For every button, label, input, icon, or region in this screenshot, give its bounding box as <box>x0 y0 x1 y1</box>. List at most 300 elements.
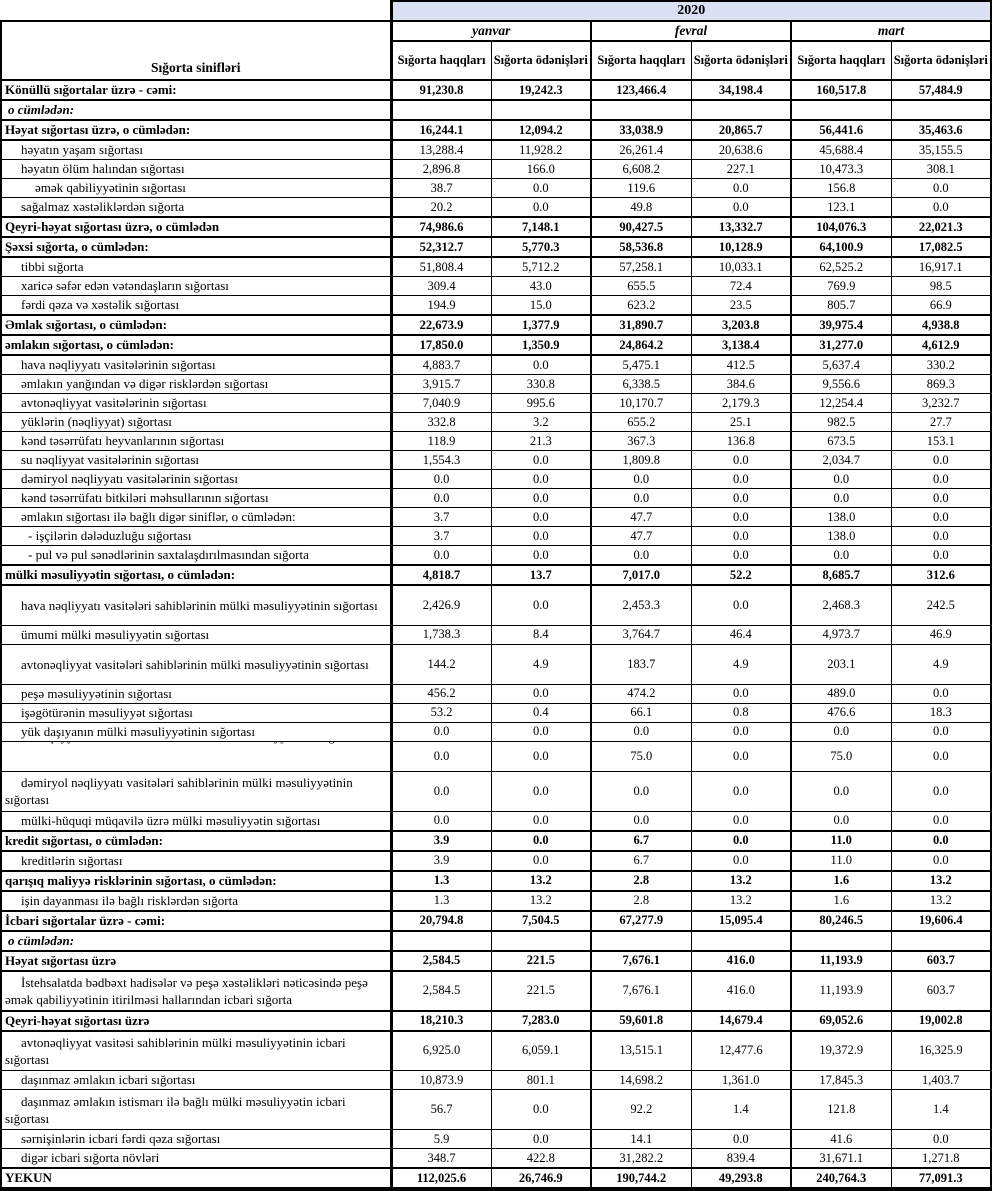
cell-value: 153.1 <box>891 432 991 451</box>
row-label: peşə məsuliyyətinin sığortası <box>1 684 391 703</box>
cell-value: 4.9 <box>491 644 591 684</box>
cell-value: 0.0 <box>891 489 991 508</box>
cell-value: 221.5 <box>491 951 591 971</box>
cell-value: 13.7 <box>491 565 591 585</box>
cell-value: 5,770.3 <box>491 237 591 257</box>
cell-value: 655.5 <box>591 277 691 296</box>
table-row <box>1 1168 991 1189</box>
row-label: yük daşıyanın mülki məsuliyyətinin sığortası <box>1 722 391 741</box>
cell-value: 0.0 <box>391 470 491 489</box>
cell-value: 2,453.3 <box>591 585 691 625</box>
table-row <box>1 413 991 432</box>
cell-value: 456.2 <box>391 684 491 703</box>
table-row <box>1 375 991 394</box>
cell-value: 39,975.4 <box>791 315 891 335</box>
cell-value: 15,095.4 <box>691 911 791 931</box>
table-row <box>1 198 991 218</box>
cell-value: 0.0 <box>391 741 491 771</box>
row-label: yüklərin (nəqliyyat) sığortası <box>1 413 391 432</box>
cell-value: 24,864.2 <box>591 335 691 355</box>
cell-value: 476.6 <box>791 703 891 722</box>
cell-value: 0.0 <box>691 811 791 831</box>
cell-value <box>691 100 791 120</box>
cell-value: 138.0 <box>791 508 891 527</box>
cell-value: 13.2 <box>891 871 991 891</box>
cell-value: 3.9 <box>391 851 491 871</box>
cell-value: 13.2 <box>691 871 791 891</box>
cell-value: 121.8 <box>791 1090 891 1130</box>
cell-value: 64,100.9 <box>791 237 891 257</box>
cell-value: 58,536.8 <box>591 237 691 257</box>
row-label: qarışıq maliyyə risklərinin sığortası, o cümlədən: <box>1 871 391 891</box>
cell-value: 11,928.2 <box>491 140 591 160</box>
table-row <box>1 80 991 100</box>
row-label: ümumi mülki məsuliyyətin sığortası <box>1 625 391 644</box>
cell-value: 1,809.8 <box>591 451 691 470</box>
cell-value: 1.4 <box>691 1090 791 1130</box>
table-row <box>1 1090 991 1130</box>
cell-value: 66.9 <box>891 296 991 316</box>
cell-value: 0.0 <box>491 451 591 470</box>
table-row <box>1 703 991 722</box>
row-label: YEKUN <box>1 1168 391 1189</box>
cell-value: 0.0 <box>891 811 991 831</box>
cell-value: 1,738.3 <box>391 625 491 644</box>
cell-value: 144.2 <box>391 644 491 684</box>
column-header-premiums: Sığorta haqqları <box>791 41 891 80</box>
cell-value: 56.7 <box>391 1090 491 1130</box>
row-label: dəmiryol nəqliyyatı vasitələri sahiblərinin mülki məsuliyyətinin sığortası <box>1 771 391 811</box>
cell-value: 0.0 <box>491 741 591 771</box>
table-row <box>1 508 991 527</box>
row-label: Həyat sığortası üzrə <box>1 951 391 971</box>
cell-value: 112,025.6 <box>391 1168 491 1189</box>
cell-value: 66.1 <box>591 703 691 722</box>
row-label: kənd təsərrüfatı heyvanlarının sığortası <box>1 432 391 451</box>
cell-value: 0.0 <box>491 179 591 198</box>
cell-value: 47.7 <box>591 508 691 527</box>
cell-value: 0.0 <box>691 527 791 546</box>
row-label: Könüllü sığortalar üzrə - cəmi: <box>1 80 391 100</box>
cell-value: 53.2 <box>391 703 491 722</box>
table-row <box>1 1071 991 1090</box>
cell-value: 4,938.8 <box>891 315 991 335</box>
cell-value: 31,277.0 <box>791 335 891 355</box>
row-label: kənd təsərrüfatı bitkiləri məhsullarının sığortası <box>1 489 391 508</box>
cell-value: 995.6 <box>491 394 591 413</box>
cell-value: 7,504.5 <box>491 911 591 931</box>
cell-value: 22,021.3 <box>891 217 991 237</box>
month-header-february: fevral <box>591 21 791 41</box>
cell-value: 8,685.7 <box>791 565 891 585</box>
column-header-payments: Sığorta ödənişləri <box>691 41 791 80</box>
cell-value: 0.0 <box>791 722 891 741</box>
row-label: avtonəqliyyat vasitələri sahiblərinin mülki məsuliyyətinin sığortası <box>1 644 391 684</box>
row-label: - işçilərin dələduzluğu sığortası <box>1 527 391 546</box>
cell-value: 6.7 <box>591 851 691 871</box>
cell-value: 0.0 <box>491 355 591 375</box>
cell-value <box>791 100 891 120</box>
cell-value: 0.0 <box>791 811 891 831</box>
row-label: kreditlərin sığortası <box>1 851 391 871</box>
cell-value: 15.0 <box>491 296 591 316</box>
cell-value: 27.7 <box>891 413 991 432</box>
table-row <box>1 871 991 891</box>
cell-value: 19,372.9 <box>791 1031 891 1071</box>
row-label: xaricə səfər edən vətəndaşların sığortası <box>1 277 391 296</box>
cell-value: 0.0 <box>491 585 591 625</box>
table-row <box>1 394 991 413</box>
cell-value: 194.9 <box>391 296 491 316</box>
table-row <box>1 811 991 831</box>
column-header-premiums: Sığorta haqqları <box>391 41 491 80</box>
cell-value: 1,377.9 <box>491 315 591 335</box>
cell-value: 308.1 <box>891 160 991 179</box>
cell-value: 92.2 <box>591 1090 691 1130</box>
cell-value: 5,475.1 <box>591 355 691 375</box>
cell-value: 0.0 <box>591 470 691 489</box>
cell-value: 0.0 <box>591 489 691 508</box>
cell-value: 3.7 <box>391 527 491 546</box>
cell-value: 348.7 <box>391 1149 491 1169</box>
table-row <box>1 179 991 198</box>
month-header-january: yanvar <box>391 21 591 41</box>
cell-value: 623.2 <box>591 296 691 316</box>
month-header-march: mart <box>791 21 991 41</box>
cell-value: 330.2 <box>891 355 991 375</box>
row-label: Həyat sığortası üzrə, o cümlədən: <box>1 120 391 140</box>
row-label: - pul və pul sənədlərinin saxtalaşdırılmasından sığorta <box>1 546 391 566</box>
cell-value: 13.2 <box>491 891 591 911</box>
cell-value: 183.7 <box>591 644 691 684</box>
cell-value: 0.0 <box>691 722 791 741</box>
cell-value: 22,673.9 <box>391 315 491 335</box>
table-row <box>1 1149 991 1169</box>
table-row <box>1 432 991 451</box>
cell-value: 59,601.8 <box>591 1011 691 1031</box>
cell-value: 416.0 <box>691 951 791 971</box>
cell-value: 4,612.9 <box>891 335 991 355</box>
row-label-header: Sığorta sinifləri <box>1 21 391 80</box>
cell-value: 7,017.0 <box>591 565 691 585</box>
cell-value: 35,155.5 <box>891 140 991 160</box>
cell-value <box>591 100 691 120</box>
table-row <box>1 971 991 1011</box>
cell-value: 13,515.1 <box>591 1031 691 1071</box>
cell-value: 0.0 <box>691 1130 791 1149</box>
cell-value: 12,254.4 <box>791 394 891 413</box>
row-label: əmlakın yanğından və digər risklərdən sığortası <box>1 375 391 394</box>
cell-value: 0.0 <box>891 508 991 527</box>
cell-value: 51,808.4 <box>391 257 491 277</box>
cell-value: 0.0 <box>391 771 491 811</box>
cell-value: 62,525.2 <box>791 257 891 277</box>
cell-value: 138.0 <box>791 527 891 546</box>
cell-value: 90,427.5 <box>591 217 691 237</box>
cell-value: 14,698.2 <box>591 1071 691 1090</box>
cell-value: 4,818.7 <box>391 565 491 585</box>
table-row <box>1 911 991 931</box>
cell-value: 57,484.9 <box>891 80 991 100</box>
cell-value: 14,679.4 <box>691 1011 791 1031</box>
cell-value: 33,038.9 <box>591 120 691 140</box>
cell-value: 0.0 <box>491 771 591 811</box>
cell-value: 6,925.0 <box>391 1031 491 1071</box>
cell-value: 0.0 <box>591 771 691 811</box>
cell-value: 16,917.1 <box>891 257 991 277</box>
cell-value: 0.0 <box>691 179 791 198</box>
row-label: mülki məsuliyyətin sığortası, o cümlədən: <box>1 565 391 585</box>
cell-value: 0.0 <box>491 1090 591 1130</box>
cell-value: 0.0 <box>891 451 991 470</box>
cell-value: 412.5 <box>691 355 791 375</box>
cell-value: 8.4 <box>491 625 591 644</box>
cell-value: 123,466.4 <box>591 80 691 100</box>
cell-value: 2,896.8 <box>391 160 491 179</box>
row-label: İstehsalatda bədbəxt hadisələr və peşə xəstəlikləri nəticəsində peşə əmək qabiliyyətinin itirilməsi hallarından icbari sığorta <box>1 971 391 1011</box>
cell-value: 98.5 <box>891 277 991 296</box>
row-label: avtonəqliyyat vasitələrinin sığortası <box>1 394 391 413</box>
cell-value: 6,338.5 <box>591 375 691 394</box>
row-label: avtonəqliyyat vasitəsi sahiblərinin mülki məsuliyyətinin icbari sığortası <box>1 1031 391 1071</box>
cell-value: 20.2 <box>391 198 491 218</box>
column-header-payments: Sığorta ödənişləri <box>891 41 991 80</box>
cell-value: 26,261.4 <box>591 140 691 160</box>
cell-value <box>891 931 991 951</box>
year-header: 2020 <box>391 1 991 21</box>
cell-value: 21.3 <box>491 432 591 451</box>
cell-value: 6.7 <box>591 831 691 851</box>
cell-value: 52,312.7 <box>391 237 491 257</box>
cell-value: 49,293.8 <box>691 1168 791 1189</box>
row-label: su nəqliyyat vasitələrinin sığortası <box>1 451 391 470</box>
cell-value: 52.2 <box>691 565 791 585</box>
cell-value <box>491 931 591 951</box>
cell-value: 4.9 <box>691 644 791 684</box>
table-row <box>1 527 991 546</box>
table-row <box>1 891 991 911</box>
cell-value: 4,883.7 <box>391 355 491 375</box>
cell-value: 0.0 <box>391 546 491 566</box>
cell-value: 43.0 <box>491 277 591 296</box>
cell-value: 67,277.9 <box>591 911 691 931</box>
cell-value <box>491 100 591 120</box>
row-label: digər icbari sığorta növləri <box>1 1149 391 1169</box>
cell-value: 1.4 <box>891 1090 991 1130</box>
cell-value: 0.0 <box>891 546 991 566</box>
cell-value: 0.0 <box>691 741 791 771</box>
table-row <box>1 160 991 179</box>
cell-value: 0.0 <box>491 489 591 508</box>
cell-value: 2.8 <box>591 871 691 891</box>
cell-value: 57,258.1 <box>591 257 691 277</box>
cell-value: 4,973.7 <box>791 625 891 644</box>
cell-value: 0.0 <box>791 489 891 508</box>
cell-value: 13.2 <box>891 891 991 911</box>
cell-value: 3,138.4 <box>691 335 791 355</box>
cell-value: 769.9 <box>791 277 891 296</box>
cell-value: 31,282.2 <box>591 1149 691 1169</box>
cell-value: 1.3 <box>391 871 491 891</box>
cell-value: 0.0 <box>691 198 791 218</box>
cell-value: 31,890.7 <box>591 315 691 335</box>
cell-value: 6,608.2 <box>591 160 691 179</box>
row-label: o cümlədən: <box>1 931 391 951</box>
cell-value: 11.0 <box>791 831 891 851</box>
table-row <box>1 120 991 140</box>
row-label: həyatın ölüm halından sığortası <box>1 160 391 179</box>
cell-value: 13,332.7 <box>691 217 791 237</box>
cell-value: 869.3 <box>891 375 991 394</box>
row-label: Qeyri-həyat sığortası üzrə <box>1 1011 391 1031</box>
cell-value: 45,688.4 <box>791 140 891 160</box>
cell-value: 2,034.7 <box>791 451 891 470</box>
table-row <box>1 722 991 741</box>
cell-value: 31,671.1 <box>791 1149 891 1169</box>
cell-value: 3,764.7 <box>591 625 691 644</box>
cell-value: 0.4 <box>491 703 591 722</box>
cell-value: 56,441.6 <box>791 120 891 140</box>
cell-value: 1,554.3 <box>391 451 491 470</box>
table-row <box>1 951 991 971</box>
cell-value <box>891 100 991 120</box>
cell-value: 12,094.2 <box>491 120 591 140</box>
cell-value: 2,584.5 <box>391 951 491 971</box>
cell-value: 673.5 <box>791 432 891 451</box>
cell-value: 0.0 <box>691 851 791 871</box>
cell-value: 13,288.4 <box>391 140 491 160</box>
cell-value: 136.8 <box>691 432 791 451</box>
cell-value <box>591 931 691 951</box>
cell-value: 0.0 <box>791 470 891 489</box>
table-row <box>1 451 991 470</box>
cell-value: 3,915.7 <box>391 375 491 394</box>
table-row <box>1 140 991 160</box>
cell-value: 0.0 <box>891 470 991 489</box>
cell-value: 23.5 <box>691 296 791 316</box>
cell-value: 7,676.1 <box>591 951 691 971</box>
table-row <box>1 489 991 508</box>
cell-value: 0.0 <box>591 546 691 566</box>
cell-value: 3,232.7 <box>891 394 991 413</box>
cell-value: 0.0 <box>891 741 991 771</box>
cell-value: 2,426.9 <box>391 585 491 625</box>
cell-value: 11,193.9 <box>791 951 891 971</box>
cell-value: 69,052.6 <box>791 1011 891 1031</box>
cell-value: 0.0 <box>891 198 991 218</box>
table-row <box>1 237 991 257</box>
cell-value <box>391 931 491 951</box>
cell-value: 7,040.9 <box>391 394 491 413</box>
table-row <box>1 1031 991 1071</box>
table-row <box>1 100 991 120</box>
cell-value: 1,403.7 <box>891 1071 991 1090</box>
cell-value: 0.8 <box>691 703 791 722</box>
row-label: daşınmaz əmlakın icbari sığortası <box>1 1071 391 1090</box>
months-row <box>1 21 991 41</box>
cell-value: 91,230.8 <box>391 80 491 100</box>
cell-value: 34,198.4 <box>691 80 791 100</box>
row-label: Qeyri-həyat sığortası üzrə, o cümlədən <box>1 217 391 237</box>
cell-value: 1,350.9 <box>491 335 591 355</box>
cell-value: 0.0 <box>491 722 591 741</box>
table-row <box>1 217 991 237</box>
table-row <box>1 625 991 644</box>
cell-value: 332.8 <box>391 413 491 432</box>
cell-value: 242.5 <box>891 585 991 625</box>
cell-value: 5,637.4 <box>791 355 891 375</box>
cell-value: 17,845.3 <box>791 1071 891 1090</box>
cell-value: 7,283.0 <box>491 1011 591 1031</box>
table-row <box>1 277 991 296</box>
table-row <box>1 585 991 625</box>
cell-value: 203.1 <box>791 644 891 684</box>
cell-value: 41.6 <box>791 1130 891 1149</box>
cell-value: 0.0 <box>691 508 791 527</box>
cell-value <box>391 100 491 120</box>
cell-value: 1.6 <box>791 891 891 911</box>
cell-value: 26,746.9 <box>491 1168 591 1189</box>
row-label: mülki-hüquqi müqavilə üzrə mülki məsuliyyətin sığortası <box>1 811 391 831</box>
table-row <box>1 315 991 335</box>
cell-value: 0.0 <box>891 527 991 546</box>
cell-value: 416.0 <box>691 971 791 1011</box>
cell-value: 10,170.7 <box>591 394 691 413</box>
cell-value: 0.0 <box>691 489 791 508</box>
cell-value: 14.1 <box>591 1130 691 1149</box>
cell-value: 9,556.6 <box>791 375 891 394</box>
cell-value: 118.9 <box>391 432 491 451</box>
cell-value: 10,873.9 <box>391 1071 491 1090</box>
cell-value: 1.6 <box>791 871 891 891</box>
cell-value: 166.0 <box>491 160 591 179</box>
cell-value: 18.3 <box>891 703 991 722</box>
cell-value: 0.0 <box>491 851 591 871</box>
cell-value: 0.0 <box>491 684 591 703</box>
table-row <box>1 470 991 489</box>
cell-value: 35,463.6 <box>891 120 991 140</box>
cell-value: 0.0 <box>691 585 791 625</box>
row-label <box>1 741 391 771</box>
cell-value: 4.9 <box>891 644 991 684</box>
table-row <box>1 546 991 566</box>
cell-value: 12,477.6 <box>691 1031 791 1071</box>
cell-value: 47.7 <box>591 527 691 546</box>
row-label: sərnişinlərin icbari fərdi qəza sığortası <box>1 1130 391 1149</box>
cell-value: 19,002.8 <box>891 1011 991 1031</box>
cell-value: 5,712.2 <box>491 257 591 277</box>
column-header-premiums: Sığorta haqqları <box>591 41 691 80</box>
row-label: dəmiryol nəqliyyatı vasitələrinin sığortası <box>1 470 391 489</box>
cell-value: 0.0 <box>491 508 591 527</box>
cell-value: 46.4 <box>691 625 791 644</box>
cell-value: 3,203.8 <box>691 315 791 335</box>
cell-value: 3.2 <box>491 413 591 432</box>
row-label: işəgötürənin məsuliyyət sığortası <box>1 703 391 722</box>
cell-value: 7,148.1 <box>491 217 591 237</box>
cell-value: 2,179.3 <box>691 394 791 413</box>
cell-value: 0.0 <box>691 451 791 470</box>
cell-value: 0.0 <box>491 527 591 546</box>
cell-value <box>791 931 891 951</box>
cell-value: 7,676.1 <box>591 971 691 1011</box>
cell-value: 11,193.9 <box>791 971 891 1011</box>
cell-value: 0.0 <box>491 546 591 566</box>
cell-value: 0.0 <box>491 831 591 851</box>
row-label: hava nəqliyyatı vasitələri sahiblərinin mülki məsuliyyətinin sığortası <box>1 585 391 625</box>
cell-value: 13.2 <box>691 891 791 911</box>
cell-value: 3.9 <box>391 831 491 851</box>
